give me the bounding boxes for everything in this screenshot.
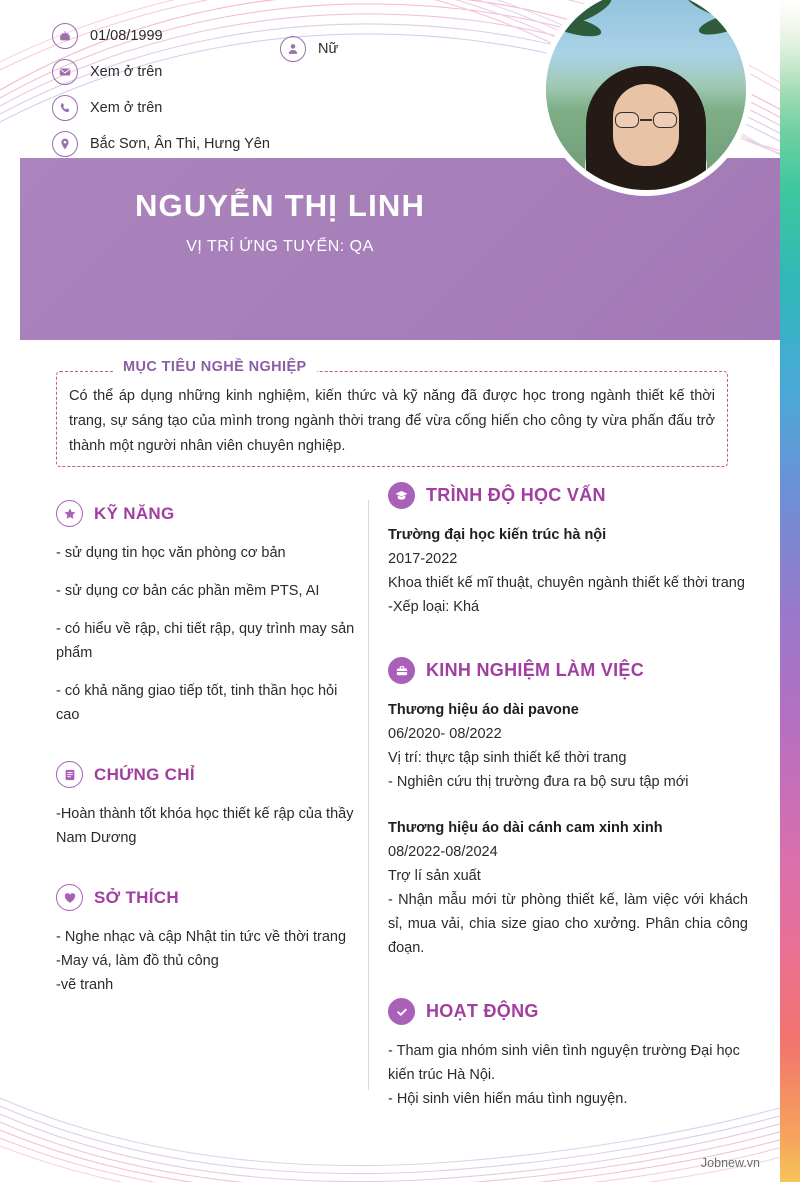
experience-entry <box>388 698 748 794</box>
section-header-hobbies <box>56 884 356 911</box>
page-title: NGUYỄN THỊ LINH <box>134 188 426 223</box>
section-title-skills: KỸ NĂNG <box>94 503 175 523</box>
skills-item: - có hiểu về rập, chi tiết rập, quy trình may sản phẩm <box>56 621 355 661</box>
experience-line: Trợ lí sản xuất <box>388 868 481 884</box>
activity-item: - Tham gia nhóm sinh viên tình nguyện trường Đại học kiến trúc Hà Nội. <box>388 1043 740 1083</box>
contact-row-birthday <box>52 18 482 57</box>
avatar <box>540 0 752 196</box>
star-icon <box>56 500 83 527</box>
section-title-certificates: CHỨNG CHỈ <box>94 764 195 784</box>
contact-row-phone <box>52 90 482 126</box>
location-pin-icon <box>52 131 78 157</box>
briefcase-icon <box>388 657 415 684</box>
section-title-education: TRÌNH ĐỘ HỌC VẤN <box>426 485 606 505</box>
birthday-cake-icon <box>52 23 78 49</box>
contact-email-text: Xem ở trên <box>90 64 163 80</box>
contact-phone-text: Xem ở trên <box>90 100 163 116</box>
experience-entry <box>388 816 748 960</box>
objective-title: MỤC TIÊU NGHỀ NGHIỆP <box>113 359 317 375</box>
applied-position: VỊ TRÍ ỨNG TUYỂN: QA <box>186 238 374 255</box>
education-grade: -Xếp loại: Khá <box>388 599 480 615</box>
contact-row-gender <box>280 36 338 62</box>
skills-item: - sử dụng tin học văn phòng cơ bản <box>56 545 286 561</box>
person-icon <box>280 36 306 62</box>
section-title-experience: KINH NGHIỆM LÀM VIỆC <box>426 660 645 680</box>
education-school: Trường đại học kiến trúc hà nội <box>388 527 607 543</box>
column-divider <box>368 500 369 1090</box>
right-column <box>388 482 748 1111</box>
hobbies-list <box>56 925 356 997</box>
certificates-list <box>56 802 356 850</box>
section-header-skills <box>56 500 356 527</box>
section-header-activities <box>388 998 748 1025</box>
contact-block <box>52 18 482 162</box>
education-detail: Khoa thiết kế mĩ thuật, chuyên ngành thiết kế thời trang <box>388 575 745 591</box>
certificate-icon <box>56 761 83 788</box>
education-entry <box>388 523 748 619</box>
skills-item: - sử dụng cơ bản các phần mềm PTS, AI <box>56 583 320 599</box>
experience-line: Vị trí: thực tập sinh thiết kế thời trang <box>388 750 627 766</box>
avatar-photo <box>546 0 746 190</box>
certificate-item: -Hoàn thành tốt khóa học thiết kế rập của thầy Nam Dương <box>56 806 354 846</box>
contact-gender-text: Nữ <box>318 41 339 57</box>
phone-icon <box>52 95 78 121</box>
graduation-cap-icon <box>388 482 415 509</box>
objective-text: Có thể áp dụng những kinh nghiệm, kiến thức và kỹ năng đã được học trong ngành thiết kế thời trang, sự sáng tạo của mình trong ngành thời trang để vừa cống hiến cho công ty vừa phấn đấu trở thành một người nhân viên chuyên nghiệp. <box>69 388 715 454</box>
check-circle-icon <box>388 998 415 1025</box>
experience-line: - Nhận mẫu mới từ phòng thiết kế, làm việc với khách sỉ, mua vải, chia size giao cho xưởng. Phân chia công đoạn. <box>388 892 748 956</box>
contact-row-address <box>52 126 482 162</box>
email-icon <box>52 59 78 85</box>
avatar-glasses <box>615 112 677 128</box>
section-title-activities: HOẠT ĐỘNG <box>426 1001 539 1021</box>
activities-list <box>388 1039 748 1111</box>
skills-item: - có khả năng giao tiếp tốt, tinh thần học hỏi cao <box>56 683 338 723</box>
objective-box <box>56 359 728 467</box>
color-strip <box>780 0 800 1182</box>
section-header-experience <box>388 657 748 684</box>
heart-icon <box>56 884 83 911</box>
experience-company: Thương hiệu áo dài cánh cam xinh xinh <box>388 820 663 836</box>
skills-list <box>56 541 356 727</box>
experience-period: 08/2022-08/2024 <box>388 844 498 860</box>
contact-birthday-text: 01/08/1999 <box>90 28 163 44</box>
experience-line: - Nghiên cứu thị trường đưa ra bộ sưu tập mới <box>388 774 689 790</box>
contact-address-text: Bắc Sơn, Ân Thi, Hưng Yên <box>90 136 270 152</box>
experience-period: 06/2020- 08/2022 <box>388 726 502 742</box>
watermark: Jobnew.vn <box>700 1156 760 1170</box>
hobby-item: -May vá, làm đồ thủ công <box>56 953 219 969</box>
avatar-face <box>603 66 689 196</box>
hobby-item: -vẽ tranh <box>56 977 114 993</box>
section-header-certificates <box>56 761 356 788</box>
hobby-item: - Nghe nhạc và cập Nhật tin tức về thời trang <box>56 929 347 945</box>
contact-row-email <box>52 54 482 90</box>
education-period: 2017-2022 <box>388 551 458 567</box>
color-strip-fade <box>780 0 800 130</box>
experience-company: Thương hiệu áo dài pavone <box>388 702 579 718</box>
left-column <box>56 500 356 997</box>
section-header-education <box>388 482 748 509</box>
section-title-hobbies: SỞ THÍCH <box>94 887 179 907</box>
activity-item: - Hội sinh viên hiến máu tình nguyện. <box>388 1091 628 1107</box>
